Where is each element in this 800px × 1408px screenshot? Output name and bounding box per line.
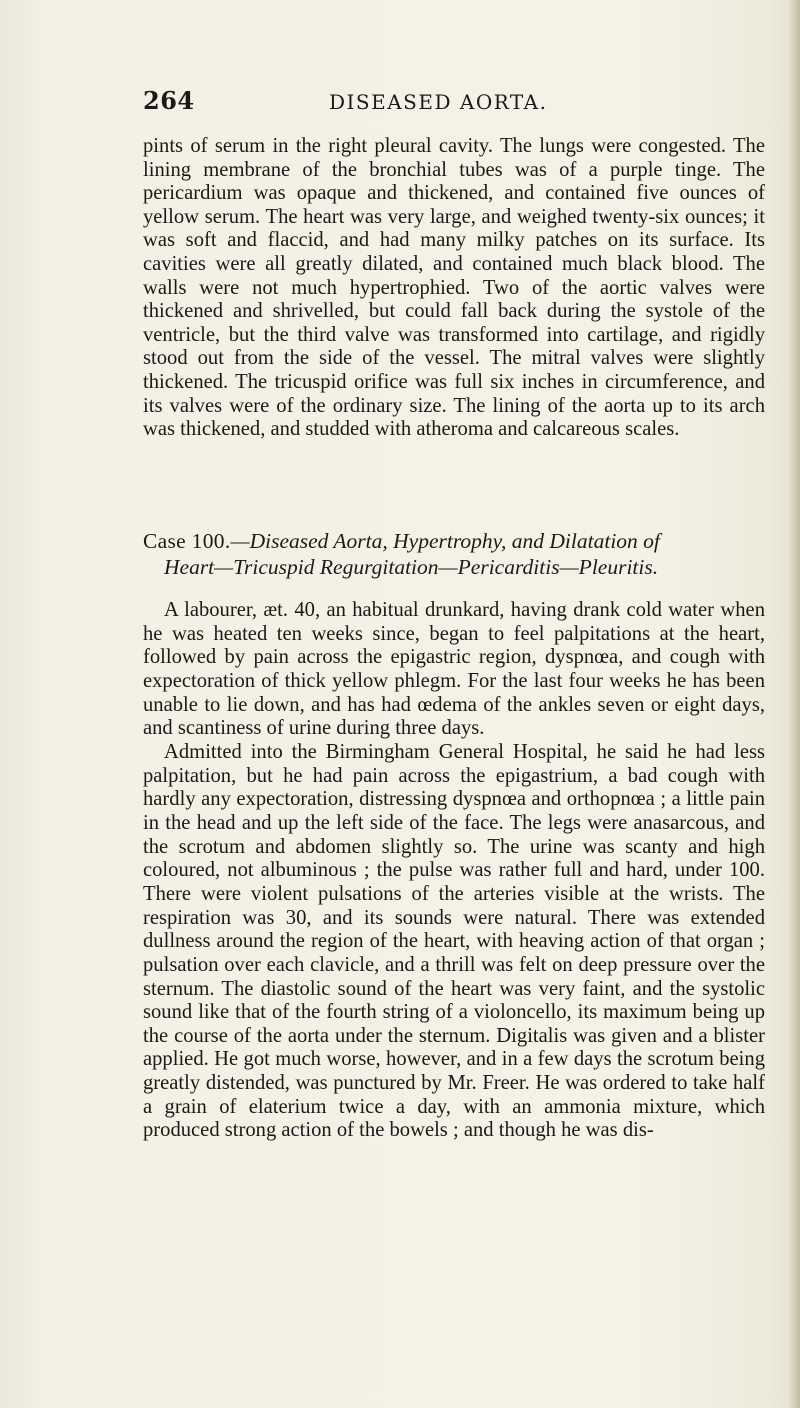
running-head: DISEASED AORTA. [329,90,548,114]
continuation-paragraph [143,135,765,442]
page-number: 264 [143,86,195,115]
case-title-line-1: —Diseased Aorta, Hypertrophy, and Dilatation of [230,529,660,553]
page-edge-shadow [788,0,800,1408]
case-label: Case 100. [143,529,231,553]
case-body [143,599,765,1143]
page-header [143,86,763,126]
case-paragraph-2: Admitted into the Birmingham General Hospital, he said he had less palpitation, but he had pain across the epigastrium, a bad cough with hardly any expectoration, distressing dyspnœa and orthopnœa ; a little pain in the head and up the left side of the face. The legs were anasarcous, and the scrotum and abdomen slightly so. The urine was scanty and high coloured, not albuminous ; the pulse was rather full and hard, under 100. There were violent pulsations of the arteries visible at the wrists. The respiration was 30, and its sounds were natural. There was extended dullness around the region of the heart, with heaving action of that organ ; pulsation over each clavicle, and a thrill was felt on deep pressure over the sternum. The diastolic sound of the heart was very faint, and the systolic sound like that of the fourth string of a violoncello, its maximum being up the course of the aorta under the sternum. Digitalis was given and a blister applied. He got much worse, however, and in a few days the scrotum being greatly distended, was punctured by Mr. Freer. He was ordered to take half a grain of elaterium twice a day, with an ammonia mixture, which produced strong action of the bowels ; and though he was dis- [143,740,765,1142]
case-paragraph-1: A labourer, æt. 40, an habitual drunkard, having drank cold water when he was heated ten weeks since, began to feel palpitations at the heart, followed by pain across the epigastric region, dyspnœa, and cough with expectoration of thick yellow phlegm. For the last four weeks he has been unable to lie down, and has had œdema of the ankles seven or eight days, and scantiness of urine during three days. [143,599,765,740]
case-heading [143,528,773,580]
case-title-line-2: Heart—Tricuspid Regurgitation—Pericarditis—Pleuritis. [164,555,659,579]
continuation-text: pints of serum in the right pleural cavity. The lungs were congested. The lining membrane of the bronchial tubes was of a purple tinge. The pericardium was opaque and thickened, and contained five ounces of yellow serum. The heart was very large, and weighed twenty-six ounces; it was soft and flaccid, and had many milky patches on its surface. Its cavities were all greatly dilated, and contained much black blood. The walls were not much hypertrophied. Two of the aortic valves were thickened and shrivelled, but could fall back during the systole of the ventricle, but the third valve was transformed into cartilage, and rigidly stood out from the side of the vessel. The mitral valves were slightly thickened. The tricuspid orifice was full six inches in circumference, and its valves were of the ordinary size. The lining of the aorta up to its arch was thickened, and studded with atheroma and calcareous scales. [143,135,765,441]
